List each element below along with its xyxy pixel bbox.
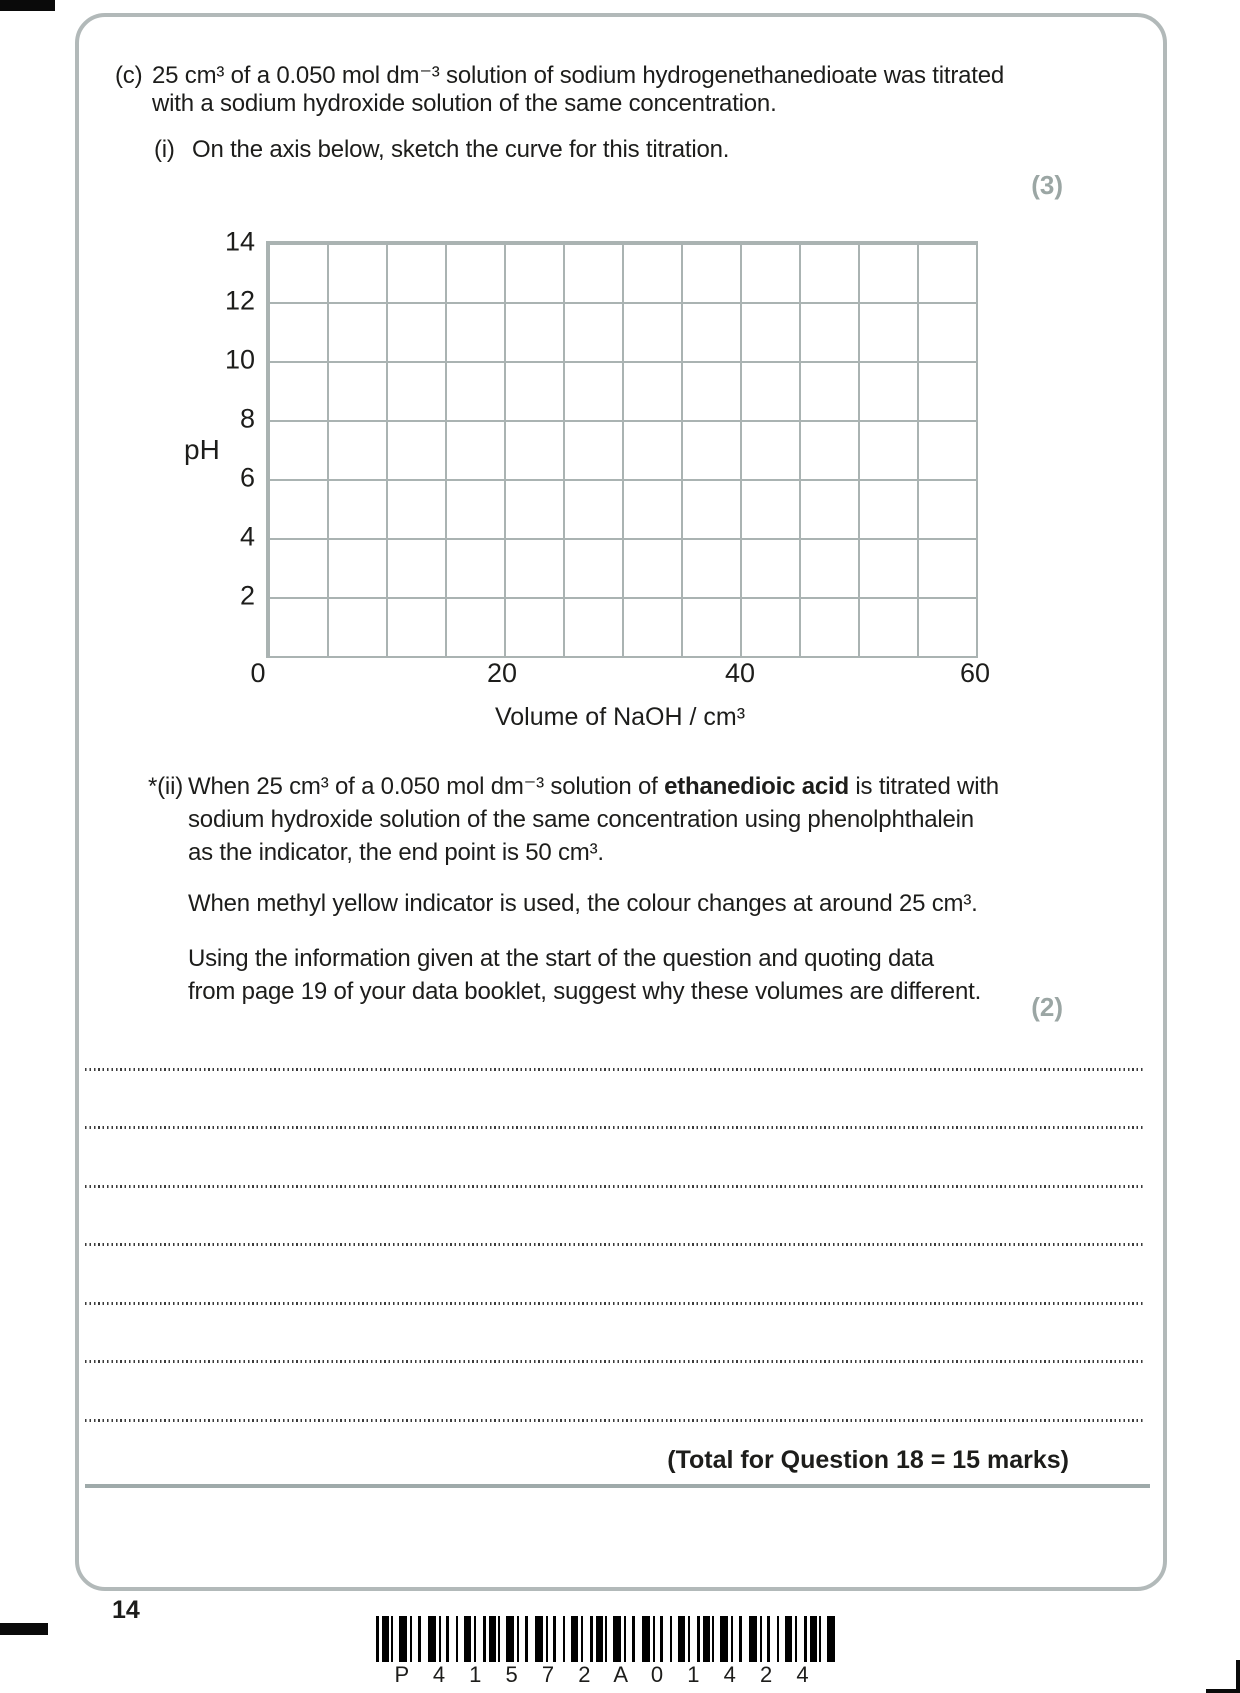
barcode-text: P 4 1 5 7 2 A 0 1 4 2 4 [394,1662,818,1687]
y-tick-label-12: 12 [224,285,255,316]
total-marks-text: (Total for Question 18 = 15 marks) [667,1446,1069,1474]
question-cii-p1-line-2: sodium hydroxide solution of the same concentration using phenolphthalein [188,806,974,833]
question-cii-p3-line-2: from page 19 of your data booklet, suggest why these volumes are different. [188,978,982,1005]
x-tick-label-0: 0 [250,658,266,688]
question-cii-p1-line-3: as the indicator, the end point is 50 cm³. [188,839,604,866]
print-mark-bottom-left [0,1623,48,1635]
answer-line[interactable] [85,1185,1145,1188]
answer-line[interactable] [85,1360,1145,1363]
question-ci-label: (i) [154,136,175,163]
y-tick-label-10: 10 [224,344,255,375]
marks-badge-2: (2) [1031,992,1063,1022]
question-cii-p2: When methyl yellow indicator is used, the colour changes at around 25 cm³. [188,890,978,917]
y-tick-label-4: 4 [239,521,255,552]
y-axis-label-ph: pH [184,434,220,465]
corner-mark-bottom-right-horizontal [1206,1689,1240,1693]
x-tick-label-60: 60 [959,658,991,688]
answer-line[interactable] [85,1243,1145,1246]
question-c-text-line-1: 25 cm³ of a 0.050 mol dm⁻³ solution of sodium hydrogenethanedioate was titrated [152,62,1005,89]
answer-line[interactable] [85,1068,1145,1071]
barcode [376,1616,836,1662]
x-axis-title: Volume of NaOH / cm³ [494,703,746,731]
question-ci-text: On the axis below, sketch the curve for this titration. [192,136,730,163]
page-number: 14 [112,1596,140,1624]
x-tick-label-40: 40 [724,658,756,688]
x-tick-label-20: 20 [486,658,518,688]
y-tick-label-8: 8 [239,403,255,434]
answer-line[interactable] [85,1419,1145,1422]
question-c-label: (c) [115,62,143,89]
y-tick-label-14: 14 [224,226,255,257]
question-cii-p1-after-bold: is titrated with [848,773,999,800]
question-c-text-line-2: with a sodium hydroxide solution of the same concentration. [152,90,777,117]
question-cii-label: *(ii) [148,773,183,800]
marks-badge-3: (3) [1031,170,1063,200]
question-cii-p1-bold: ethanedioic acid [664,773,849,800]
y-tick-label-6: 6 [239,462,255,493]
print-mark-top-left [0,0,55,11]
answer-line[interactable] [85,1126,1145,1129]
answer-line[interactable] [85,1302,1145,1305]
y-tick-label-2: 2 [239,580,255,611]
question-cii-p1-line-1 [188,773,999,801]
titration-sketch-grid[interactable] [266,241,978,658]
total-rule [85,1484,1150,1488]
corner-mark-bottom-right-vertical [1236,1660,1240,1693]
question-cii-p1-before-bold: When 25 cm³ of a 0.050 mol dm⁻³ solution of [188,773,665,800]
question-cii-p3-line-1: Using the information given at the start of the question and quoting data [188,945,934,972]
